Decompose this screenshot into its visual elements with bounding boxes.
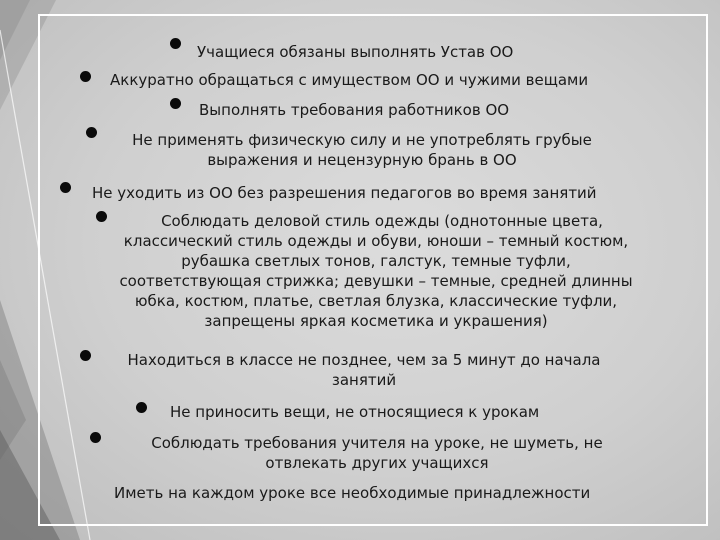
rule-item bbox=[112, 130, 612, 170]
bullet-icon bbox=[60, 182, 71, 193]
rule-item bbox=[114, 483, 590, 503]
rule-item bbox=[199, 100, 509, 120]
frame-accent bbox=[692, 14, 706, 16]
rule-text-line: Не применять физическую силу и не употреблять грубые bbox=[132, 131, 592, 149]
rule-text-line: Соблюдать деловой стиль одежды (однотонные цвета, bbox=[161, 212, 603, 230]
bullet-icon bbox=[86, 127, 97, 138]
bullet-icon bbox=[136, 402, 147, 413]
bullet-icon bbox=[170, 38, 181, 49]
rule-text: Не приносить вещи, не относящиеся к урокам bbox=[170, 403, 540, 421]
bullet-icon bbox=[80, 71, 91, 82]
rule-item bbox=[170, 402, 539, 422]
rule-text: Не уходить из ОО без разрешения педагогов во время занятий bbox=[92, 184, 597, 202]
rule-text-line: классический стиль одежды и обуви, юноши – темный костюм, bbox=[123, 232, 629, 250]
bullet-icon bbox=[80, 350, 91, 361]
rule-text: Иметь на каждом уроке все необходимые принадлежности bbox=[114, 484, 591, 502]
rule-text-line: отвлекать других учащихся bbox=[265, 454, 489, 472]
rule-item bbox=[108, 350, 620, 390]
rule-text-line: Находиться в классе не позднее, чем за 5 минут до начала bbox=[127, 351, 601, 369]
rule-text: Аккуратно обращаться с имуществом ОО и чужими вещами bbox=[110, 71, 589, 89]
rule-text-line: Соблюдать требования учителя на уроке, не шуметь, не bbox=[151, 434, 603, 452]
rule-item bbox=[110, 70, 588, 90]
rule-item bbox=[84, 211, 668, 331]
rule-text-line: соответствующая стрижка; девушки – темные, средней длинны bbox=[119, 272, 633, 290]
rule-text-line: занятий bbox=[331, 371, 397, 389]
rule-text-line: юбка, костюм, платье, светлая блузка, классические туфли, bbox=[134, 292, 618, 310]
rule-text-line: рубашка светлых тонов, галстук, темные туфли, bbox=[181, 252, 571, 270]
rule-text-line: выражения и нецензурную брань в ОО bbox=[207, 151, 517, 169]
rule-item bbox=[197, 42, 513, 62]
bullet-icon bbox=[170, 98, 181, 109]
rule-text: Выполнять требования работников ОО bbox=[199, 101, 510, 119]
rule-item bbox=[112, 433, 642, 473]
bullet-icon bbox=[90, 432, 101, 443]
rule-item bbox=[92, 183, 597, 203]
rule-text: Учащиеся обязаны выполнять Устав ОО bbox=[197, 43, 514, 61]
rule-text-line: запрещены яркая косметика и украшения) bbox=[204, 312, 548, 330]
